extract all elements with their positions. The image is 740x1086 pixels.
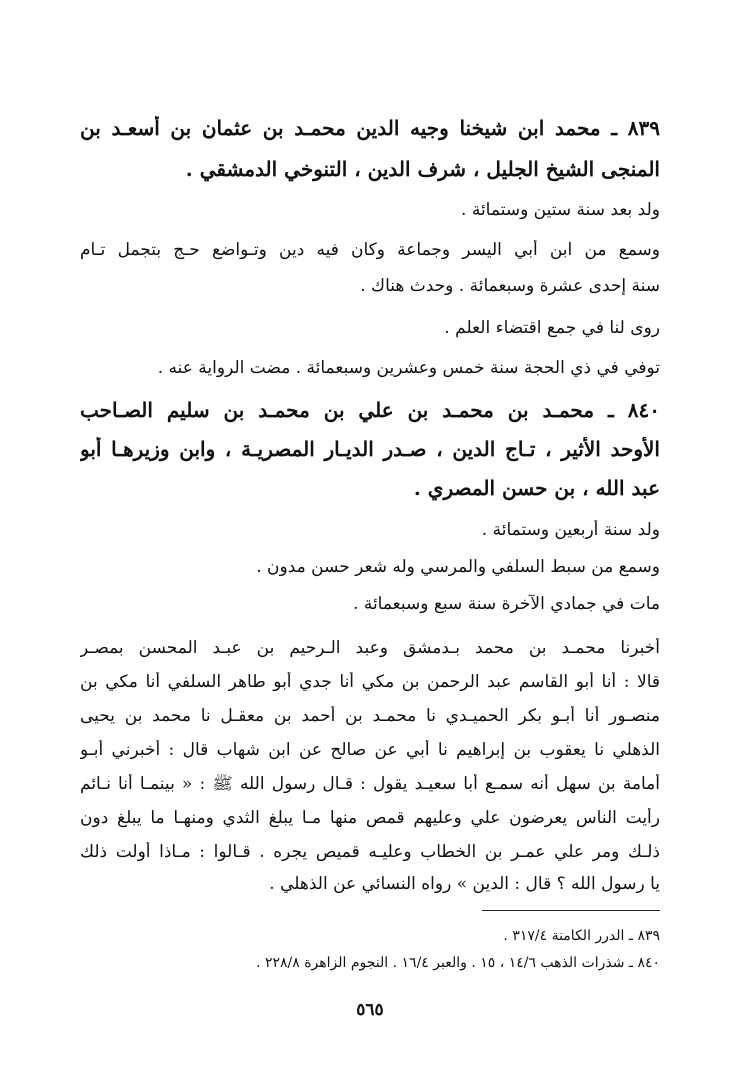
entry-839-heading-line-1: ٨٣٩ ـ محمد ابن شيخنا وجيه الدين محمـد بن عثمان بن أسعـد بن xyxy=(80,116,660,140)
hadith-line-7: ذلـك ومر علي عمـر بن الخطاب وعليـه قميص يجره . قـالوا : مـاذا أولت ذلك xyxy=(80,842,660,862)
entry-839-death: توفي في ذي الحجة سنة خمس وعشرين وسبعمائة . مضت الرواية عنه . xyxy=(157,358,660,378)
hadith-line-2: قالا : أنا أبو القاسم عبد الرحمن بن مكي أنا جدي أبو طاهر السلفي أنا مكي بن xyxy=(80,672,660,692)
hadith-line-6: رأيت الناس يعرضون علي وعليهم قمص منها مـا يبلغ الثدي ومنهـا ما يبلغ دون xyxy=(80,808,660,828)
hadith-line-3: منصـور أنا أبـو بكر الحميـدي نا محمـد بن أحمد بن معقـل نا محمد بن يحيى xyxy=(80,706,660,726)
entry-840-death: مات في جمادي الآخرة سنة سبع وسبعمائة . xyxy=(353,594,660,614)
entry-840-birth: ولد سنة أربعين وستمائة . xyxy=(481,520,660,540)
hadith-line-8: يا رسول الله ؟ قال : الدين » رواه النسائي عن الذهلي . xyxy=(269,874,660,894)
entry-839-hearing-line-2: سنة إحدى عشرة وسبعمائة . وحدث هناك . xyxy=(360,276,660,296)
hadith-line-5: أمامة بن سهل أنه سمـع أبا سعيـد يقول : قـال رسول الله ﷺ : « بينمـا أنا نـائم xyxy=(80,774,660,794)
hadith-line-1: أخبرنا محمـد بن محمد بـدمشق وعبد الـرحيم بن عبـد المحسن بمصـر xyxy=(80,638,660,658)
hadith-line-4: الذهلي نا يعقوب بن إبراهيم نا أبي عن صالح عن ابن شهاب قال : أخبرني أبـو xyxy=(80,740,660,760)
entry-839-narration: روى لنا في جمع اقتضاء العلم . xyxy=(444,318,660,338)
entry-840-heading-line-3: عبد الله ، بن حسن المصري . xyxy=(413,476,660,500)
page-number: ٥٦٥ xyxy=(356,1000,384,1020)
footnote-divider xyxy=(482,910,660,911)
entry-839-birth: ولد بعد سنة ستين وستمائة . xyxy=(461,200,660,220)
footnote-840: ٨٤٠ ـ شذرات الذهب ١٤/٦ ، ١٥ . والعبر ١٦/٤ . النجوم الزاهرة ٢٢٨/٨ . xyxy=(256,955,660,971)
entry-839-hearing-line-1: وسمع من ابن أبي اليسر وجماعة وكان فيه دين وتـواضع حـج بتجمل تـام xyxy=(80,240,660,260)
entry-840-hearing: وسمع من سبط السلفي والمرسي وله شعر حسن مدون . xyxy=(256,557,660,577)
entry-839-heading-line-2: المنجى الشيخ الجليل ، شرف الدين ، التنوخي الدمشقي . xyxy=(185,157,660,181)
footnote-839: ٨٣٩ ـ الدرر الكامنة ٣١٧/٤ . xyxy=(503,928,660,944)
entry-840-heading-line-1: ٨٤٠ ـ محمـد بن محمـد بن علي بن محمـد بن سليم الصـاحب xyxy=(80,398,660,422)
entry-840-heading-line-2: الأوحد الأثير ، تـاج الدين ، صـدر الديـار المصريـة ، وابن وزيرهـا أبو xyxy=(80,437,660,461)
